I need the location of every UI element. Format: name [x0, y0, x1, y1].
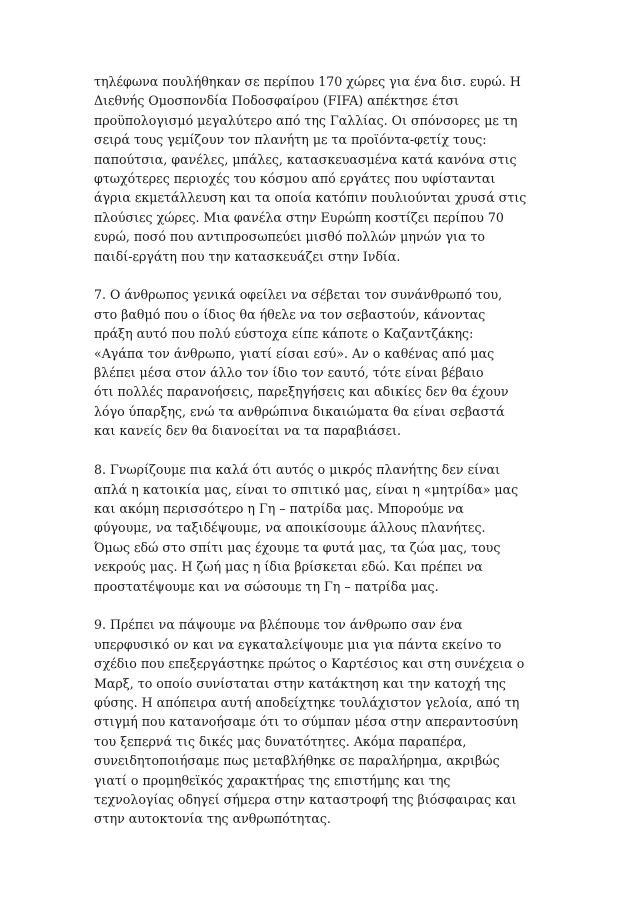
text-line: παιδί-εργάτη που την κατασκευάζει στην Ινδία. [94, 248, 401, 264]
text-line: σειρά τους γεμίζουν τον πλανήτη με τα προϊόντα-φετίχ τους: [94, 132, 487, 148]
text-line: απλά η κατοικία μας, είναι το σπιτικό μας, είναι η «μητρίδα» μας [94, 481, 519, 497]
paragraph-gap [94, 266, 564, 285]
text-line: φτωχότερες περιοχές του κόσμου από εργάτες που υφίστανται [94, 171, 496, 187]
text-line: πράξη αυτό που πολύ εύστοχα είπε κάποτε ο Καζαντζάκης: [94, 326, 474, 342]
text-line: ότι πολλές παρανοήσεις, παρεξηγήσεις και αδικίες δεν θα έχουν [94, 384, 509, 400]
text-line: άγρια εκμετάλλευση και τα οποία κατόπιν πουλιούνται χρυσά στις [94, 190, 527, 206]
text-line: στην αυτοκτονία της ανθρωπότητας. [94, 811, 331, 827]
text-line: τεχνολογίας οδηγεί σήμερα στην καταστροφή της βιόσφαιρας και [94, 791, 517, 807]
text-line: του ξεπερνά τις δικές μας δυνατότητες. Ακόμα παραπέρα, [94, 733, 467, 749]
text-line: και ακόμη περισσότερο η Γη – πατρίδα μας. Μπορούμε να [94, 500, 464, 516]
text-line: Διεθνής Ομοσπονδία Ποδοσφαίρου (FIFA) απέκτησε έτσι [94, 93, 459, 109]
text-line: Όμως εδώ στο σπίτι μας έχουμε τα φυτά μας, τα ζώα μας, τους [94, 539, 501, 555]
paragraph-gap [94, 441, 564, 460]
text-body [94, 72, 564, 829]
text-line: λόγο ύπαρξης, ενώ τα ανθρώπινα δικαιώματα θα είναι σεβαστά [94, 403, 505, 419]
text-line: προστατέψουμε και να σώσουμε τη Γη – πατρίδα μας. [94, 578, 439, 594]
text-line: σχέδιο που επεξεργάστηκε πρώτος ο Καρτέσιος και στη συνέχεια ο [94, 656, 525, 672]
text-line: φύσης. Η απόπειρα αυτή αποδείχτηκε τουλάχιστον γελοία, από τη [94, 694, 520, 710]
paragraph-gap [94, 596, 564, 615]
text-line: 7. Ο άνθρωπος γενικά οφείλει να σέβεται τον συνάνθρωπό του, [94, 287, 503, 303]
text-line: και κανείς δεν θα διανοείται να τα παραβιάσει. [94, 423, 401, 439]
text-line: στιγμή που κατανοήσαμε ότι το σύμπαν μέσα στην απεραντοσύνη [94, 714, 519, 730]
text-line: φύγουμε, να ταξιδέψουμε, να αποικίσουμε άλλους πλανήτες. [94, 520, 486, 536]
text-line: 8. Γνωρίζουμε πια καλά ότι αυτός ο μικρός πλανήτης δεν είναι [94, 462, 501, 478]
text-line: Μαρξ, το οποίο συνίσταται στην κατάκτηση και την κατοχή της [94, 675, 506, 691]
text-line: βλέπει μέσα στον άλλο τον ίδιο τον εαυτό, τότε είναι βέβαιο [94, 365, 484, 381]
text-line: συνειδητοποιήσαμε πως μεταβλήθηκε σε παραλήρημα, ακριβώς [94, 753, 500, 769]
text-line: υπερφυσικό ον και να εγκαταλείψουμε μια για πάντα εκείνο το [94, 636, 502, 652]
text-line: παπούτσια, φανέλες, μπάλες, κατασκευασμένα κατά κανόνα στις [94, 151, 517, 167]
text-line: πλούσιες χώρες. Μια φανέλα στην Ευρώπη κοστίζει περίπου 70 [94, 209, 504, 225]
text-line: προϋπολογισμό μεγαλύτερο από της Γαλλίας. Οι σπόνσορες με τη [94, 112, 518, 128]
paragraph-7 [94, 285, 564, 440]
paragraph-8 [94, 460, 564, 596]
text-line: γιατί ο προμηθεϊκός χαρακτήρας της επιστήμης και της [94, 772, 451, 788]
text-line: «Αγάπα τον άνθρωπο, γιατί είσαι εσύ». Αν ο καθένας από μας [94, 345, 495, 361]
text-line: ευρώ, ποσό που αντιπροσωπεύει μισθό πολλών μηνών για το [94, 229, 486, 245]
text-line: στο βαθμό που ο ίδιος θα ήθελε να τον σεβαστούν, κάνοντας [94, 306, 486, 322]
text-line: τηλέφωνα πουλήθηκαν σε περίπου 170 χώρες για ένα δισ. ευρώ. Η [94, 74, 521, 89]
paragraph-9 [94, 615, 564, 828]
text-line: 9. Πρέπει να πάψουμε να βλέπουμε τον άνθρωπο σαν ένα [94, 617, 463, 633]
text-line: νεκρούς μας. Η ζωή μας η ίδια βρίσκεται εδώ. Και πρέπει να [94, 559, 483, 575]
paragraph-continuation [94, 72, 564, 266]
